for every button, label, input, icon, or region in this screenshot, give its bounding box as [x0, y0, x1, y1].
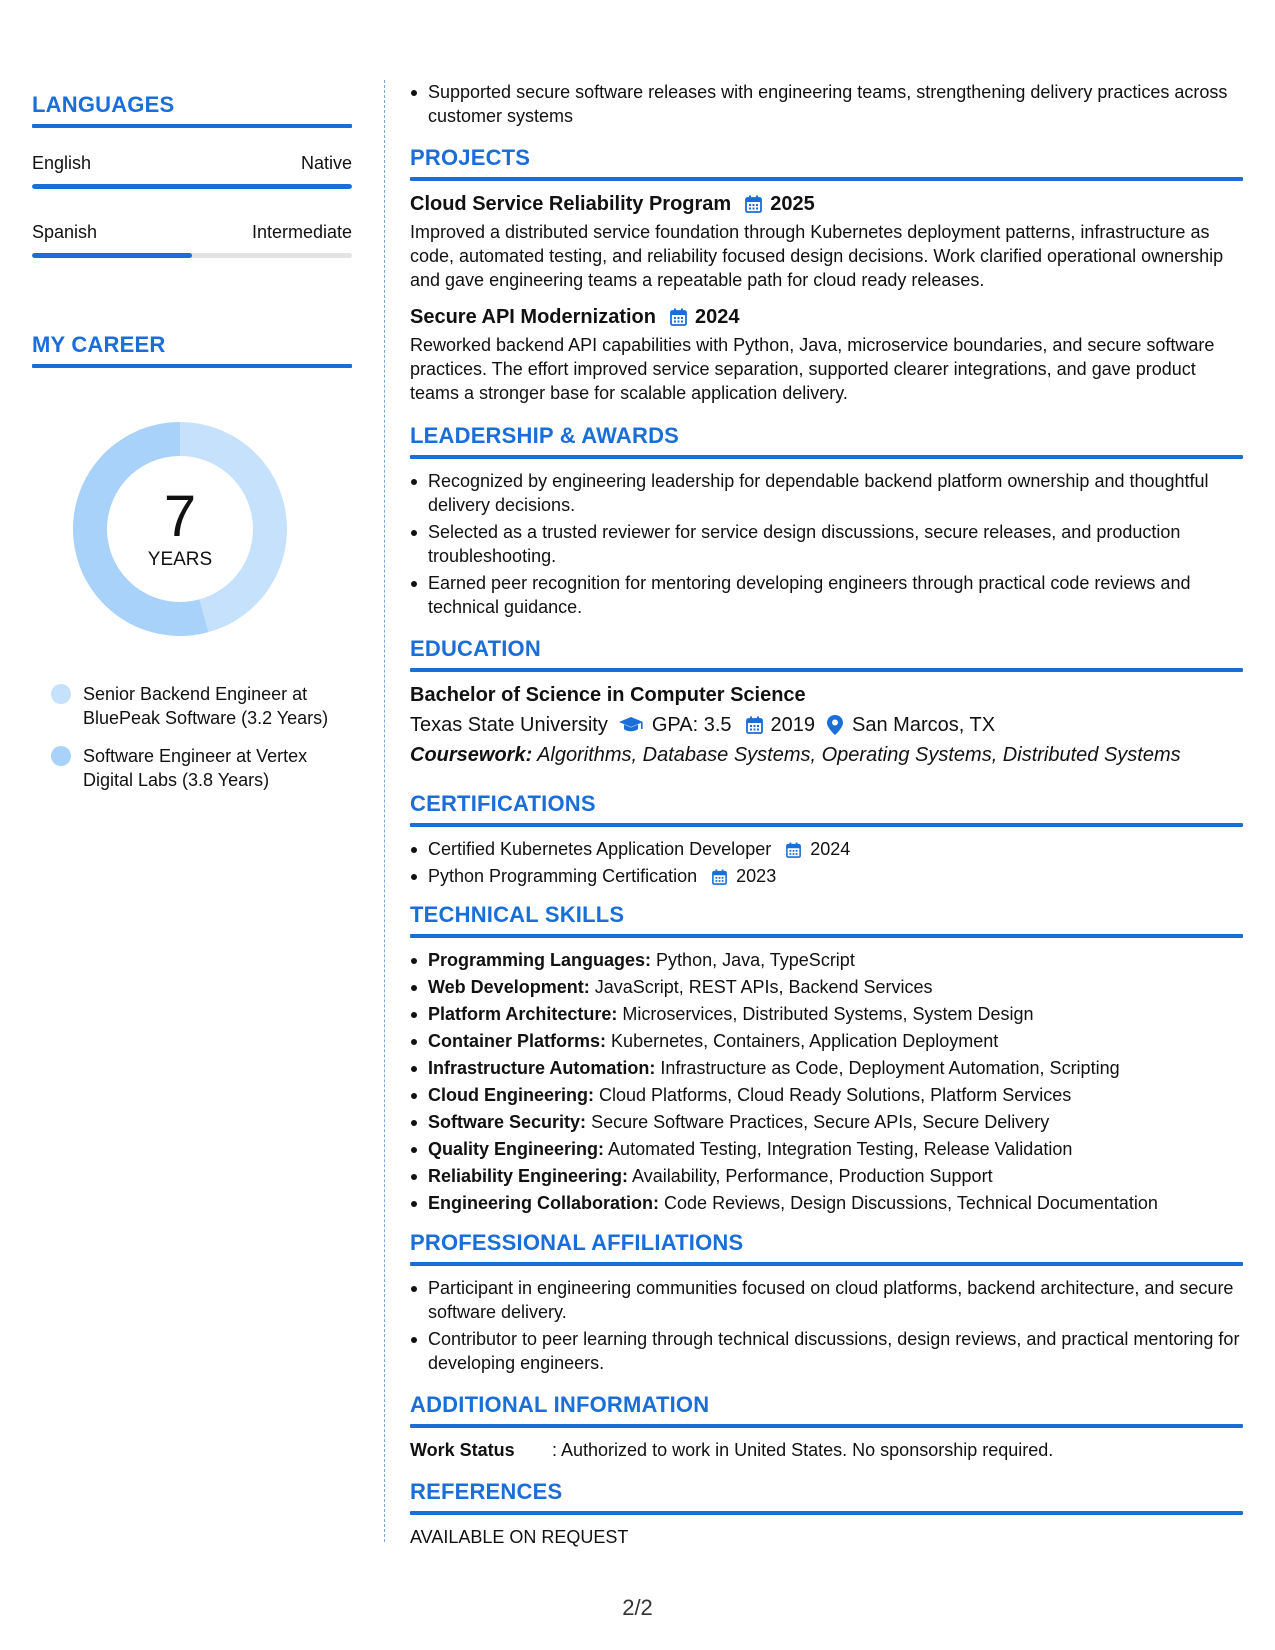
project-year: 2024 — [694, 306, 740, 328]
skill-item — [410, 1029, 1243, 1053]
skill-item — [410, 948, 1243, 972]
skill-item — [410, 1137, 1243, 1161]
leadership-list — [410, 469, 1243, 619]
project-name: Secure API Modernization — [410, 306, 656, 328]
legend-item — [51, 744, 341, 792]
project-year: 2025 — [770, 193, 815, 215]
column-divider — [384, 80, 385, 1542]
calendar-icon — [786, 842, 801, 858]
section-rule — [410, 934, 1243, 938]
graduation-cap-icon — [618, 716, 644, 734]
education-year: 2019 — [770, 714, 816, 736]
education-coursework — [410, 741, 1243, 769]
language-item — [32, 152, 352, 189]
project-name: Cloud Service Reliability Program — [410, 193, 732, 215]
main-column — [410, 80, 1243, 1549]
skill-value: JavaScript, REST APIs, Backend Services — [594, 977, 933, 997]
legend-label: Software Engineer at Vertex Digital Labs (3.8 Years) — [83, 746, 308, 790]
certification-name: Python Programming Certification — [428, 866, 698, 886]
skill-value: Microservices, Distributed Systems, System Design — [622, 1004, 1034, 1024]
calendar-icon — [745, 195, 762, 213]
references-section — [410, 1479, 1243, 1549]
skill-label: Platform Architecture: — [428, 1004, 618, 1024]
skill-item — [410, 975, 1243, 999]
total-years-unit: YEARS — [147, 549, 213, 570]
language-name: English — [32, 153, 92, 173]
legend-dot — [51, 746, 71, 766]
section-rule — [410, 1262, 1243, 1266]
language-proficiency-bar — [32, 184, 352, 189]
list-item: Participant in engineering communities focused on cloud platforms, backend architecture, and secure software delivery. — [410, 1276, 1243, 1324]
info-row — [410, 1438, 1243, 1462]
calendar-icon — [746, 716, 763, 734]
section-rule — [410, 823, 1243, 827]
skill-value: Availability, Performance, Production Support — [632, 1166, 993, 1186]
section-rule — [32, 124, 352, 128]
skill-value: Code Reviews, Design Discussions, Technical Documentation — [664, 1193, 1158, 1213]
calendar-icon — [712, 869, 727, 885]
certification-name: Certified Kubernetes Application Developer — [428, 839, 772, 859]
affiliations-list — [410, 1276, 1243, 1375]
skills-list — [410, 948, 1243, 1215]
skill-item — [410, 1164, 1243, 1188]
skill-item — [410, 1056, 1243, 1080]
skill-label: Programming Languages: — [428, 950, 652, 970]
section-title-skills: TECHNICAL SKILLS — [410, 902, 625, 927]
skill-label: Reliability Engineering: — [428, 1166, 629, 1186]
section-title-certifications: CERTIFICATIONS — [410, 791, 596, 816]
section-title-affiliations: PROFESSIONAL AFFILIATIONS — [410, 1230, 744, 1255]
career-legend — [51, 682, 341, 792]
skill-value: Infrastructure as Code, Deployment Automation, Scripting — [660, 1058, 1120, 1078]
list-item — [410, 864, 1243, 888]
skill-value: Secure Software Practices, Secure APIs, Secure Delivery — [591, 1112, 1050, 1132]
project-description: Reworked backend API capabilities with Python, Java, microservice boundaries, and secure software practices. The effort improved service separation, supported clearer integrations, and gave product teams a stronger base for scalable application delivery. — [410, 335, 1215, 403]
legend-item — [51, 682, 341, 730]
sidebar — [32, 92, 352, 806]
section-title-education: EDUCATION — [410, 636, 541, 661]
skill-label: Cloud Engineering: — [428, 1085, 594, 1105]
certification-year: 2023 — [736, 866, 777, 886]
projects-section — [410, 145, 1243, 405]
skill-value: Automated Testing, Integration Testing, Release Validation — [608, 1139, 1073, 1159]
list-item: Contributor to peer learning through technical discussions, design reviews, and practical mentoring for developing engineers. — [410, 1327, 1243, 1375]
skill-label: Software Security: — [428, 1112, 587, 1132]
skill-item — [410, 1191, 1243, 1215]
languages-section — [32, 92, 352, 258]
skill-item — [410, 1083, 1243, 1107]
language-item — [32, 221, 352, 258]
skill-label: Web Development: — [428, 977, 590, 997]
additional-info-section — [410, 1392, 1243, 1462]
education-degree: Bachelor of Science in Computer Science — [410, 684, 806, 706]
calendar-icon — [670, 308, 687, 326]
education-section — [410, 636, 1243, 769]
skill-label: Engineering Collaboration: — [428, 1193, 660, 1213]
donut-center — [65, 414, 295, 644]
section-rule — [410, 455, 1243, 459]
legend-dot — [51, 684, 71, 704]
list-item: Recognized by engineering leadership for dependable backend platform ownership and thoughtful delivery decisions. — [410, 469, 1243, 517]
references-text: AVAILABLE ON REQUEST — [410, 1527, 629, 1547]
list-item: Supported secure software releases with engineering teams, strengthening delivery practices across customer systems — [410, 80, 1243, 128]
affiliations-section — [410, 1230, 1243, 1375]
section-title-leadership: LEADERSHIP & AWARDS — [410, 423, 680, 448]
skill-label: Quality Engineering: — [428, 1139, 605, 1159]
section-rule — [410, 177, 1243, 181]
skill-label: Infrastructure Automation: — [428, 1058, 656, 1078]
section-rule — [410, 1424, 1243, 1428]
project-item — [410, 304, 1243, 405]
section-rule — [410, 668, 1243, 672]
career-section — [32, 332, 352, 792]
section-title-references: REFERENCES — [410, 1479, 563, 1504]
language-level: Native — [300, 153, 352, 173]
section-title-projects: PROJECTS — [410, 145, 531, 170]
education-meta — [410, 711, 1243, 739]
section-rule — [410, 1511, 1243, 1515]
skill-item — [410, 1110, 1243, 1134]
education-location: San Marcos, TX — [852, 714, 996, 736]
coursework-label: Coursework: — [410, 744, 533, 766]
certification-year: 2024 — [810, 839, 851, 859]
project-item — [410, 191, 1243, 292]
location-pin-icon — [827, 715, 843, 735]
language-proficiency-bar — [32, 253, 352, 258]
page-number: 2/2 — [622, 1595, 653, 1620]
section-title-additional: ADDITIONAL INFORMATION — [410, 1392, 710, 1417]
education-gpa: GPA: 3.5 — [651, 714, 732, 736]
language-level: Intermediate — [251, 222, 352, 242]
coursework-value: Algorithms, Database Systems, Operating Systems, Distributed Systems — [537, 744, 1181, 766]
section-title-career: MY CAREER — [32, 332, 166, 357]
certifications-section — [410, 791, 1243, 888]
skills-section — [410, 902, 1243, 1215]
section-title-languages: LANGUAGES — [32, 92, 175, 117]
certifications-list — [410, 837, 1243, 888]
education-school: Texas State University — [410, 714, 608, 736]
leadership-section — [410, 423, 1243, 619]
career-donut-chart — [65, 414, 295, 644]
section-rule — [32, 364, 352, 368]
language-proficiency-fill — [32, 184, 352, 189]
skill-label: Container Platforms: — [428, 1031, 607, 1051]
skill-value: Python, Java, TypeScript — [656, 950, 855, 970]
list-item: Selected as a trusted reviewer for service design discussions, secure releases, and production troubleshooting. — [410, 520, 1243, 568]
total-years-value: 7 — [163, 484, 197, 549]
language-proficiency-fill — [32, 253, 192, 258]
list-item — [410, 837, 1243, 861]
list-item: Earned peer recognition for mentoring developing engineers through practical code reviews and technical guidance. — [410, 571, 1243, 619]
info-value: : Authorized to work in United States. No sponsorship required. — [552, 1440, 1054, 1460]
skill-value: Cloud Platforms, Cloud Ready Solutions, Platform Services — [599, 1085, 1072, 1105]
info-key: Work Status — [410, 1440, 515, 1460]
language-name: Spanish — [32, 222, 98, 242]
legend-label: Senior Backend Engineer at BluePeak Software (3.2 Years) — [83, 684, 329, 728]
experience-continued-list — [410, 80, 1243, 128]
skill-value: Kubernetes, Containers, Application Deployment — [611, 1031, 999, 1051]
skill-item — [410, 1002, 1243, 1026]
project-description: Improved a distributed service foundation through Kubernetes deployment patterns, infrastructure as code, automated testing, and reliability focused design decisions. Work clarified operational ownership and gave engineering teams a repeatable path for cloud ready releases. — [410, 222, 1224, 290]
